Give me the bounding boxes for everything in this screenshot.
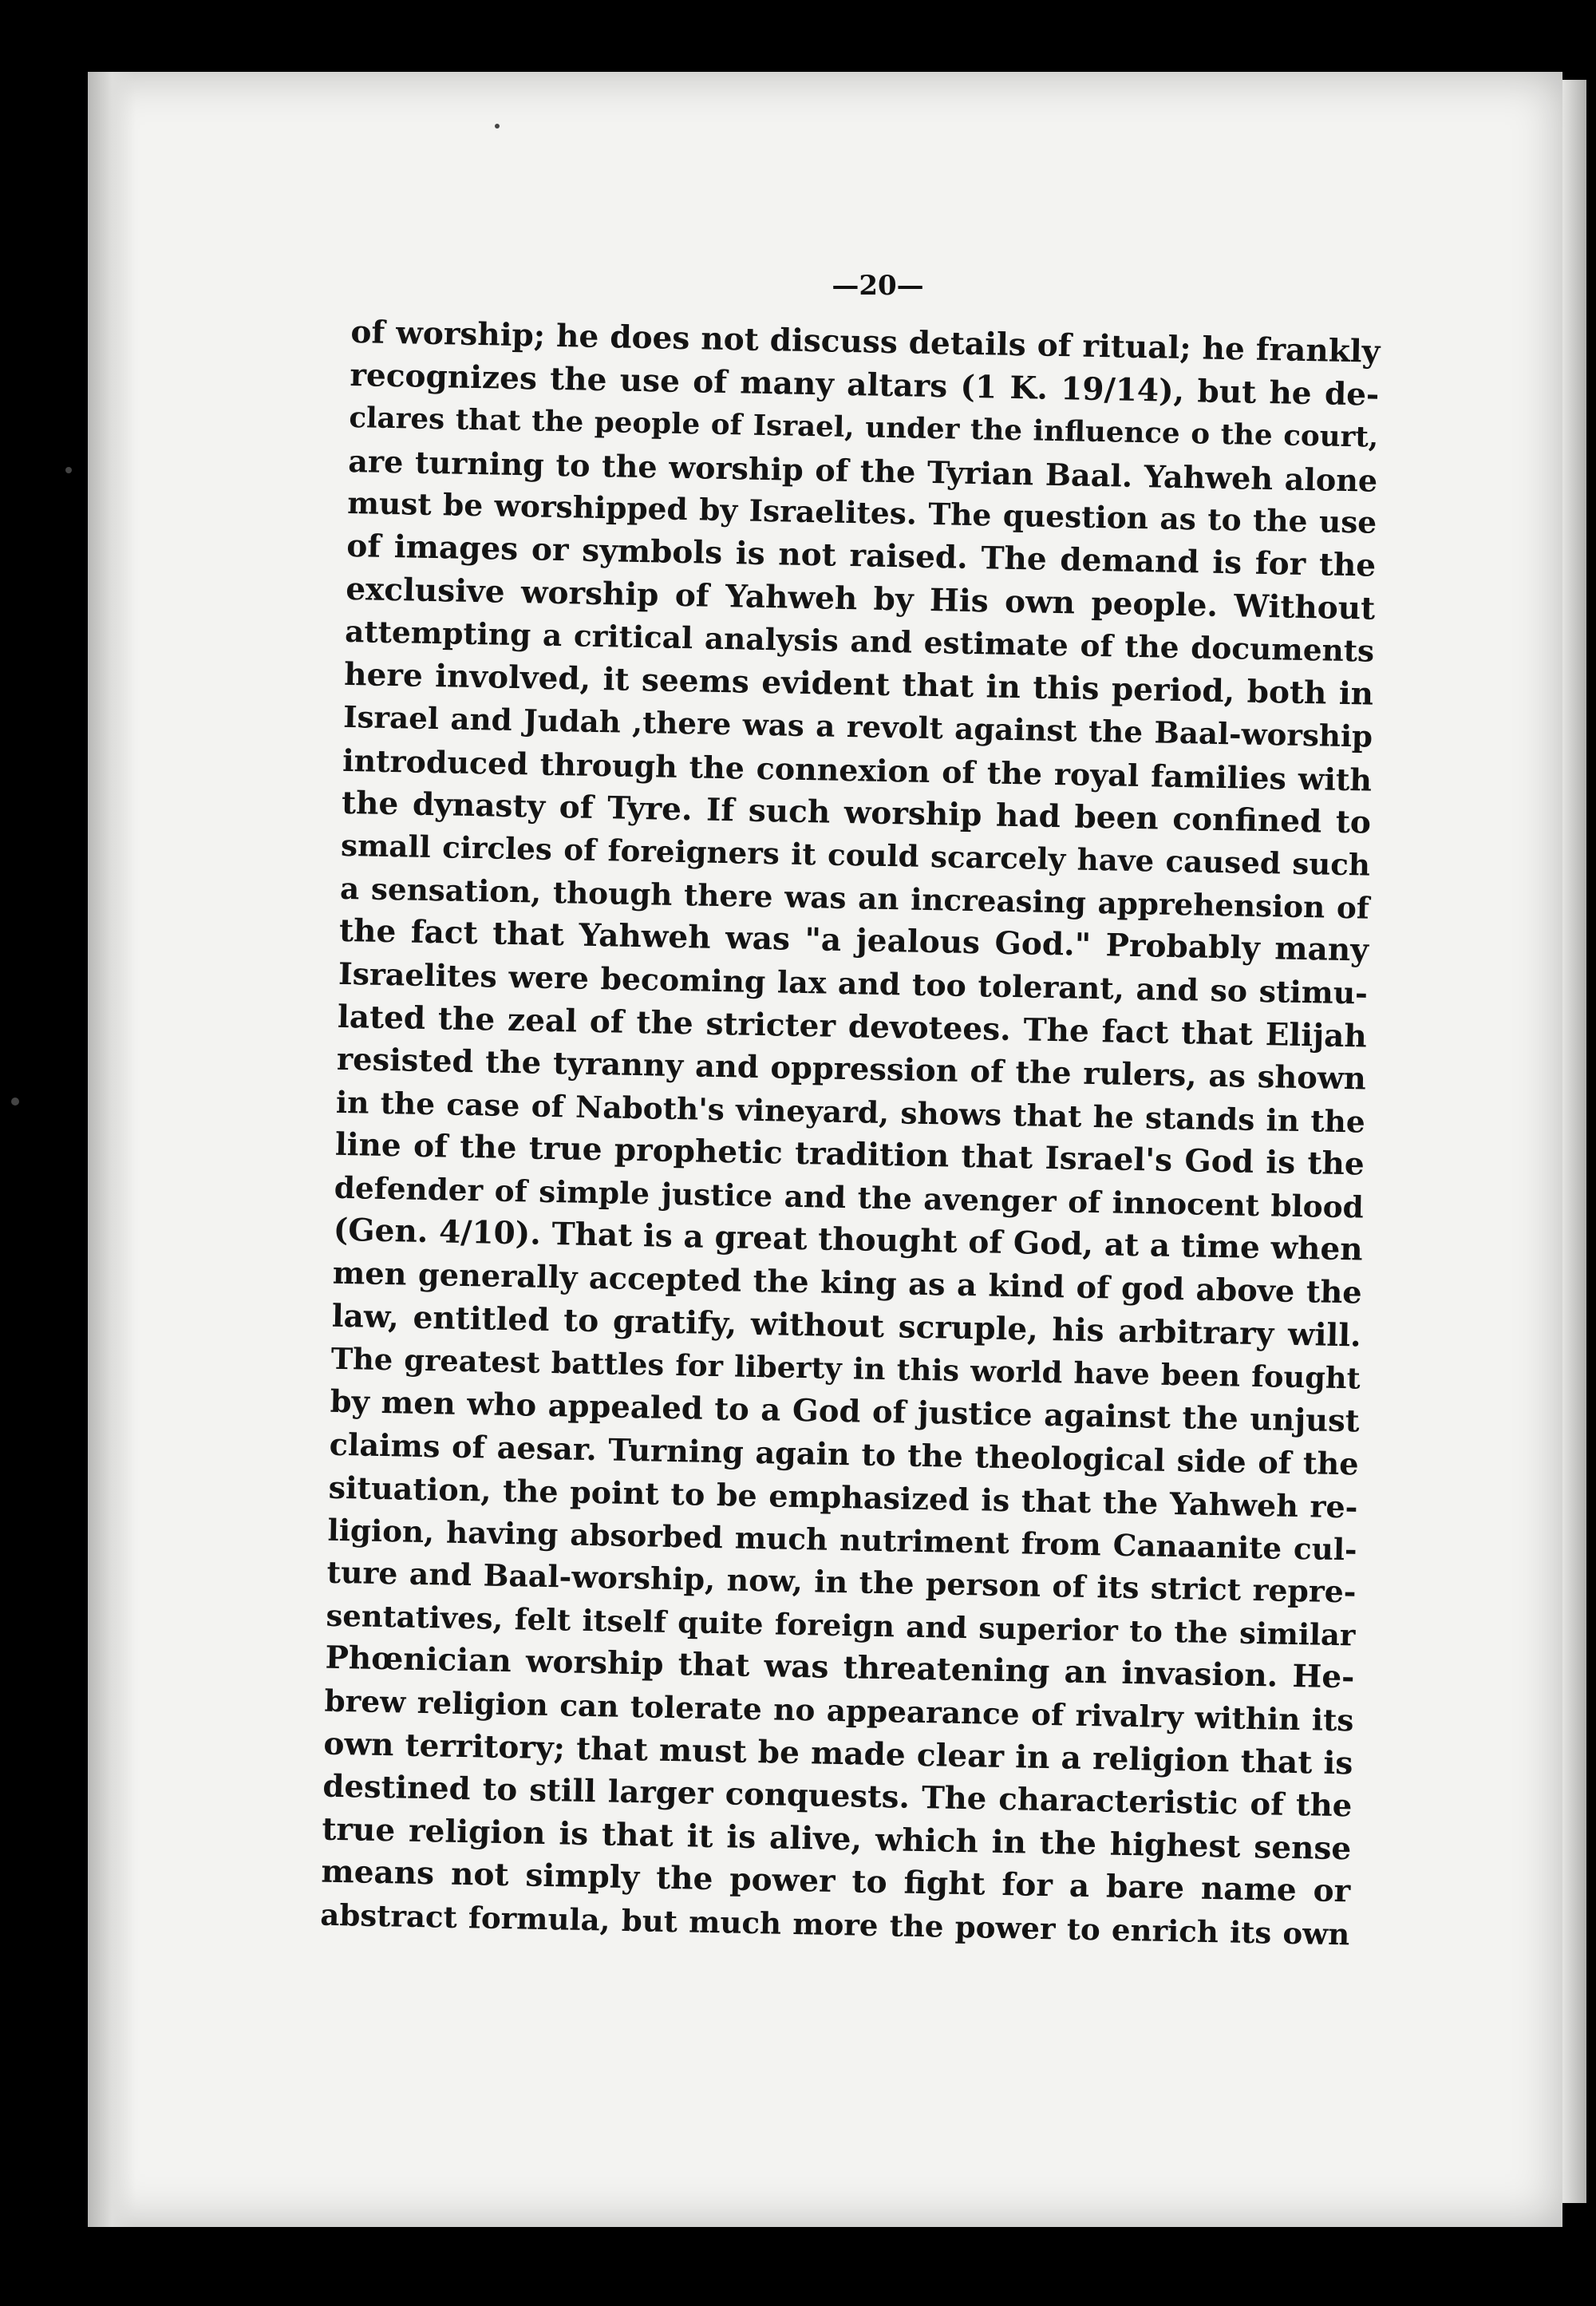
- scan-speck: [11, 1098, 19, 1106]
- text-line: must be worshipped by Israelites. The question as to the use: [346, 485, 1377, 541]
- text-line: here involved, it seems evident that in this period, both in: [343, 655, 1374, 713]
- text-line: situation, the point to be emphasized is that the Yahweh re-: [328, 1469, 1358, 1525]
- body-text: [320, 311, 1381, 1956]
- text-line: men generally accepted the king as a kind of god above the: [332, 1255, 1363, 1311]
- scan-speck: [495, 124, 500, 129]
- text-line: means not simply the power to fight for a bare name or: [321, 1853, 1351, 1910]
- text-line: own territory; that must be made clear in a religion that is: [323, 1725, 1353, 1782]
- text-line: brew religion can tolerate no appearance of rivalry within its: [324, 1683, 1354, 1738]
- text-line: by men who appealed to a God of justice against the unjust: [330, 1383, 1360, 1440]
- text-line: resisted the tyranny and oppression of the rulers, as shown: [336, 1041, 1367, 1098]
- text-line: the fact that Yahweh was "a jealous God." Probably many: [338, 912, 1369, 969]
- next-page-edge: [1562, 80, 1586, 2203]
- text-line: of worship; he does not discuss details of ritual; he frankly: [350, 313, 1381, 370]
- text-line: ture and Baal-worship, now, in the person of its strict repre-: [326, 1554, 1357, 1610]
- text-line: lated the zeal of the stricter devotees. The fact that Elijah: [337, 998, 1368, 1055]
- text-line: true religion is that it is alive, which in the highest sense: [322, 1810, 1352, 1868]
- text-line: clares that the people of Israel, under the influence o the court,: [349, 401, 1379, 454]
- page-binding-shadow: [88, 72, 136, 2227]
- text-line: law, entitled to gratify, without scruple, his arbitrary will.: [331, 1297, 1362, 1355]
- text-line: introduced through the connexion of the royal families with: [342, 742, 1373, 798]
- text-line: claims of aesar. Turning again to the theological side of the: [329, 1426, 1359, 1482]
- text-line: Israelites were becoming lax and too tolerant, and so stimu-: [338, 955, 1369, 1011]
- text-line: line of the true prophetic tradition that Israel's God is the: [334, 1126, 1365, 1183]
- text-line: Phœnician worship that was threatening an invasion. He-: [325, 1640, 1355, 1696]
- text-line: small circles of foreigners it could scarcely have caused such: [340, 828, 1371, 883]
- text-line: exclusive worship of Yahweh by His own people. Without: [345, 570, 1376, 627]
- text-line: (Gen. 4/10). That is a great thought of God, at a time when: [333, 1212, 1364, 1269]
- text-line: of images or symbols is not raised. The demand is for the: [346, 527, 1377, 584]
- text-line: attempting a critical analysis and estimate of the documents: [344, 614, 1375, 669]
- text-line: abstract formula, but much more the power to enrich its own: [320, 1897, 1350, 1952]
- text-line: recognizes the use of many altars (1 K. 19/14), but he de-: [350, 356, 1380, 413]
- text-line: a sensation, though there was an increasing apprehension of: [339, 870, 1370, 926]
- text-line: are turning to the worship of the Tyrian Baal. Yahweh alone: [347, 442, 1378, 499]
- text-line: the dynasty of Tyre. If such worship had been confined to: [341, 784, 1372, 841]
- text-line: ligion, having absorbed much nutriment from Canaanite cul-: [327, 1512, 1357, 1568]
- scan-speck: [65, 467, 72, 473]
- text-line: in the case of Naboth's vineyard, shows that he stands in the: [335, 1084, 1366, 1140]
- text-line: defender of simple justice and the avenger of innocent blood: [334, 1169, 1365, 1225]
- text-line: Israel and Judah ,there was a revolt against the Baal-worship: [342, 699, 1373, 755]
- text-line: sentatives, felt itself quite foreign and superior to the similar: [326, 1597, 1356, 1653]
- text-line: destined to still larger conquests. The characteristic of the: [322, 1768, 1353, 1825]
- text-line: The greatest battles for liberty in this world have been fought: [330, 1342, 1361, 1396]
- page-number: —20—: [832, 270, 924, 302]
